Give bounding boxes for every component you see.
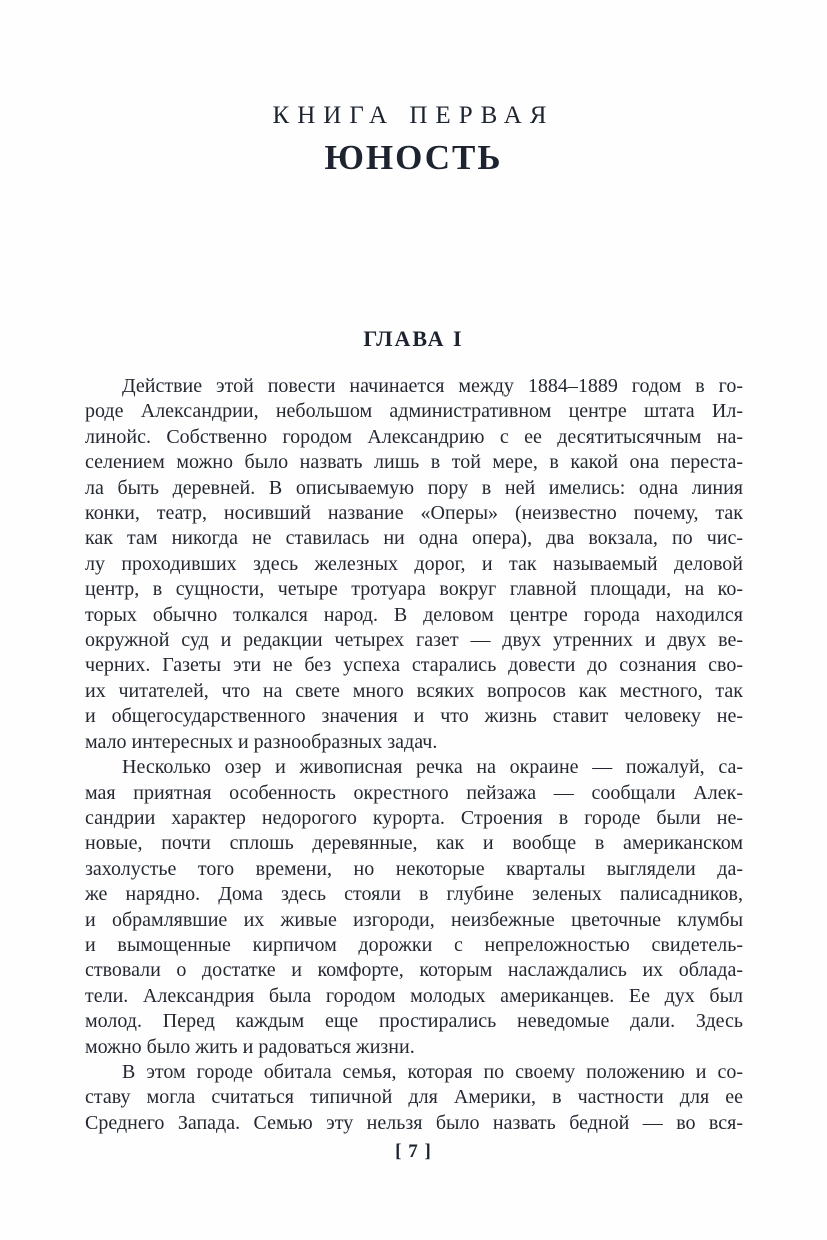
text-line: мало интересных и разнообразных задач. [85, 730, 438, 753]
text-line: В этом городе обитала семья, которая по своему положению и со- [122, 1060, 743, 1083]
text-line: ла быть деревней. В описываемую пору в ней имелись: одна линия [85, 476, 743, 499]
text-line: как там никогда не ставилась ни одна опера), два вокзала, по чис- [85, 527, 743, 550]
text-line: новые, почти сплошь деревянные, как и вообще в американском [85, 832, 743, 855]
part-title: ЮНОСТЬ [324, 138, 503, 177]
text-line: конки, театр, носивший название «Оперы» (неизвестно почему, так [85, 502, 743, 525]
text-line: ставу могла считаться типичной для Америки, в частности для ее [85, 1086, 743, 1109]
text-line: окружной суд и редакции четырех газет — двух утренних и двух ве- [85, 629, 743, 652]
part-heading: КНИГА ПЕРВАЯ [272, 102, 555, 129]
text-line: селением можно было назвать лишь в той мере, в какой она переста- [85, 451, 743, 474]
text-line: ствовали о достатке и комфорте, которым наслаждались их облада- [85, 959, 743, 982]
text-line: молод. Перед каждым еще простирались неведомые дали. Здесь [85, 1010, 743, 1033]
text-line: и вымощенные кирпичом дорожки с непреложностью свидетель- [85, 933, 743, 956]
text-line: тели. Александрия была городом молодых американцев. Ее дух был [85, 984, 743, 1007]
text-line: линойс. Собственно городом Александрию с ее десятитысячным на- [85, 425, 743, 448]
text-line: сандрии характер недорогого курорта. Строения в городе были не- [85, 806, 743, 829]
text-line: торых обычно толкался народ. В деловом центре города находился [85, 603, 743, 626]
text-line: Среднего Запада. Семью эту нельзя было назвать бедной — во вся- [85, 1111, 743, 1134]
text-line: Действие этой повести начинается между 1884–1889 годом в го- [122, 375, 743, 397]
text-line: черних. Газеты эти не без успеха старались довести до сознания сво- [85, 654, 743, 677]
text-line: захолустье того времени, но некоторые кварталы выглядели да- [85, 857, 743, 880]
text-line: роде Александрии, небольшом административном центре штата Ил- [85, 400, 743, 423]
text-line: лу проходивших здесь железных дорог, и так называемый деловой [85, 552, 743, 575]
text-line: их читателей, что на свете много всяких вопросов как местного, так [85, 679, 743, 702]
chapter-heading: ГЛАВА I [363, 326, 464, 351]
text-line: мая приятная особенность окрестного пейзажа — сообщали Алек- [85, 781, 743, 804]
body-text [85, 374, 743, 1136]
text-line: же нарядно. Дома здесь стояли в глубине зеленых палисадников, [85, 883, 743, 906]
page-number: [ 7 ] [395, 1141, 432, 1162]
text-line: центр, в сущности, четыре тротуара вокруг главной площади, на ко- [85, 578, 743, 601]
text-line: можно было жить и радоваться жизни. [85, 1035, 415, 1058]
text-line: и общегосударственного значения и что жизнь ставит человеку не- [85, 705, 743, 728]
text-line: Несколько озер и живописная речка на окраине — пожалуй, са- [122, 756, 743, 779]
text-line: и обрамлявшие их живые изгороди, неизбежные цветочные клумбы [85, 908, 743, 931]
